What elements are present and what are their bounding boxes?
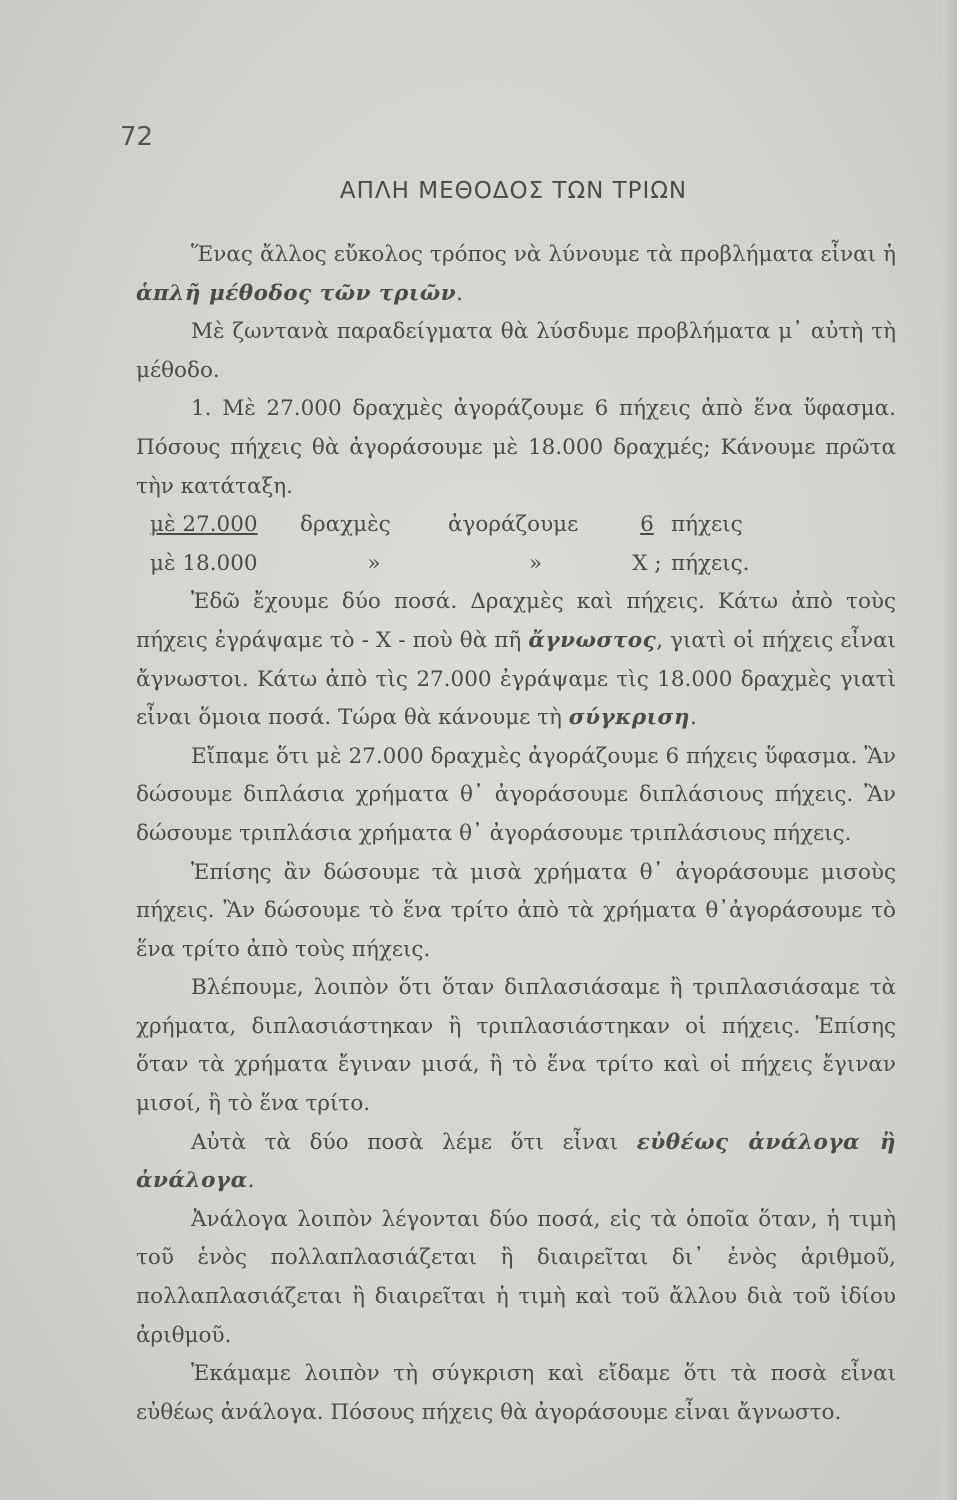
paragraph-also: Ἐπίσης ἂν δώσουμε τὰ μισὰ χρήματα θ᾽ ἀγοράσουμε μισοὺς πήχεις. Ἂν δώσουμε τὸ ἕνα τρίτο ἀπὸ τὰ χρήματα θ᾽ἀγοράσουμε τὸ ἕνα τρίτο ἀπὸ τοὺς πήχεις. — [136, 859, 896, 962]
setup-quantity-1: 6 — [640, 512, 654, 538]
setup-verb-1: ἀγοράζουμε — [448, 512, 579, 538]
paragraph-problem-1: 1. Μὲ 27.000 δραχμὲς ἀγοράζουμε 6 πήχεις ἀπὸ ἕνα ὕφασμα. Πόσους πήχεις θὰ ἀγοράσουμε μὲ 18.000 δραχμές; Κάνουμε πρῶτα τὴν κατάταξη. — [136, 396, 896, 499]
setup-verb-2: » — [528, 550, 543, 576]
body-text — [136, 236, 896, 1432]
page-number: 72 — [120, 122, 154, 152]
setup-row-2 — [150, 545, 896, 584]
here-text-middle: , γιατὶ οἱ πήχεις εἶναι ἄγνωστοι. Κάτω ἀπὸ τὶς 27.000 ἐγράψαμε τὶς 18.000 δραχμὲς γιατὶ εἶναι ὅμοια ποσά. Τώρα θὰ κάνουμε τὴ — [136, 627, 896, 731]
paragraph-we-see: Βλέπουμε, λοιπὸν ὅτι ὅταν διπλασιάσαμε ἢ τριπλασιάσαμε τὰ χρήματα, διπλασιάστηκαν ἢ τριπλασιάστηκαν οἱ πήχεις. Ἐπίσης ὅταν τὰ χρήματα ἔγιναν μισά, ἢ τὸ ἕνα τρίτο καὶ οἱ πήχεις ἔγιναν μισοί, ἢ τὸ ἕνα τρίτο. — [136, 975, 896, 1117]
page-edge-shadow — [943, 0, 957, 1500]
setup-unit-1: δραχμὲς — [300, 512, 391, 538]
setup-unknown-x: Χ ; — [632, 550, 662, 576]
term-directly-proportional: εὐθέως ἀνάλογα ἢ ἀνάλογα — [136, 1129, 896, 1194]
intro-text: Ἕνας ἄλλος εὔκολος τρόπος νὰ λύνουμε τὰ προβλήματα εἶναι ἡ — [191, 242, 896, 267]
here-text: Ἐδῶ ἔχουμε δύο ποσά. Δραχμὲς καὶ πήχεις. Κάτω ἀπὸ τοὺς πήχεις ἐγράψαμε τὸ - Χ - ποὺ θὰ πῆ — [136, 589, 896, 653]
term-comparison: σύγκριση — [568, 705, 691, 731]
here-text-end: . — [690, 705, 697, 731]
term-simple-rule-of-three: ἁπλῆ μέθοδος τῶν τριῶν — [136, 280, 457, 306]
paragraph-intro — [136, 236, 896, 313]
these-text-end: . — [247, 1168, 255, 1194]
term-unknown: ἄγνωστος — [528, 627, 657, 653]
setup-measure-2: πήχεις. — [671, 550, 750, 576]
paragraph-proportional-definition: Ἀνάλογα λοιπὸν λέγονται δύο ποσά, εἰς τὰ ὁποῖα ὅταν, ἡ τιμὴ τοῦ ἑνὸς πολλαπλασιάζεται ἢ διαιρεῖται δι᾽ ἑνὸς ἀριθμοῦ, πολλαπλασιάζεται ἢ διαιρεῖται ἡ τιμὴ καὶ τοῦ ἄλλου διὰ τοῦ ἰδίου ἀριθμοῦ. — [136, 1206, 896, 1348]
problem-setup — [136, 506, 896, 583]
paragraph-these — [136, 1124, 896, 1201]
paragraph-we-said: Εἴπαμε ὅτι μὲ 27.000 δραχμὲς ἀγοράζουμε 6 πήχεις ὕφασμα. Ἂν δώσουμε διπλάσια χρήματα θ᾽ ἀγοράσουμε διπλάσιους πήχεις. Ἂν δώσουμε τριπλάσια χρήματα θ᾽ ἀγοράσουμε τριπλάσιους πήχεις. — [136, 743, 896, 846]
chapter-heading: ΑΠΛΗ ΜΕΘΟΔΟΣ ΤΩΝ ΤΡΙΩΝ — [339, 178, 688, 204]
setup-unit-2: » — [367, 550, 381, 576]
paragraph-we-did: Ἐκάμαμε λοιπὸν τὴ σύγκριση καὶ εἴδαμε ὅτι τὰ ποσὰ εἶναι εὐθέως ἀνάλογα. Πόσους πήχεις θὰ ἀγοράσουμε εἶναι ἄγνωστο. — [136, 1361, 896, 1425]
intro-text-end: . — [456, 280, 463, 306]
setup-row-1 — [150, 506, 896, 545]
setup-amount-2: μὲ 18.000 — [150, 550, 258, 576]
setup-measure-1: πήχεις — [671, 512, 743, 538]
paragraph-examples: Μὲ ζωντανὰ παραδείγματα θὰ λύσδυμε προβλήματα μ᾽ αὐτὴ τὴ μέθοδο. — [136, 319, 896, 383]
paragraph-here — [136, 583, 896, 737]
setup-amount-1: μὲ 27.000 — [150, 512, 258, 538]
these-text: Αὐτὰ τὰ δύο ποσὰ λέμε ὅτι εἶναι — [191, 1129, 637, 1155]
